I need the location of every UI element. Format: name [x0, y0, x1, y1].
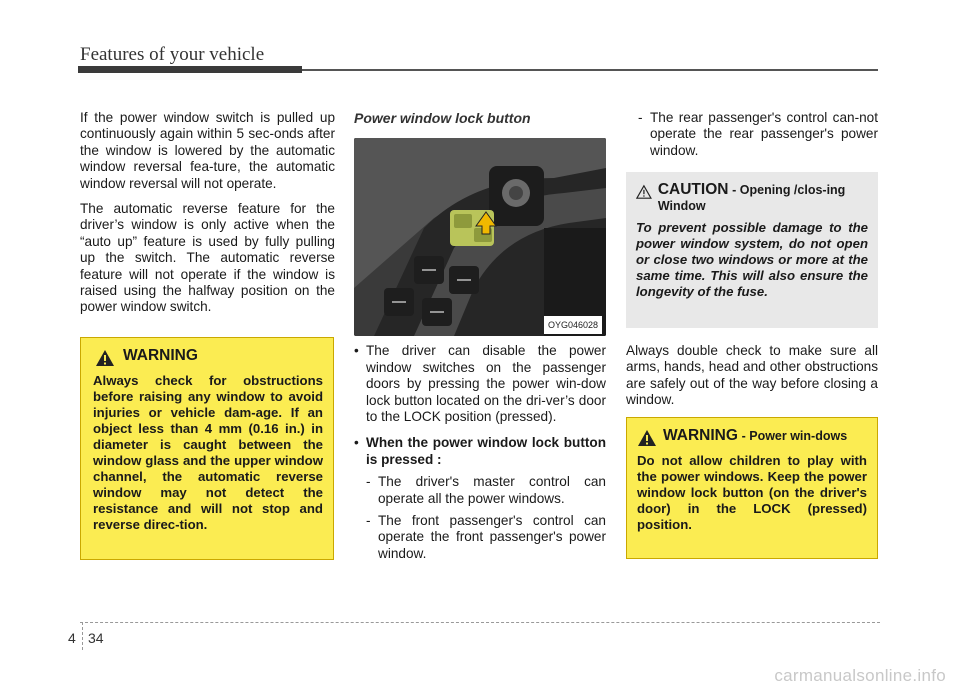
column-right: [626, 110, 878, 159]
warning-icon: [637, 429, 657, 447]
chapter-number: 4: [68, 630, 76, 646]
column-middle: [354, 110, 606, 562]
footer-divider: [82, 622, 83, 650]
bullet-text: The driver can disable the power window switches on the passenger doors by pressing the power win-dow lock button located on the dri-ver’s door to the LOCK position (pressed).: [366, 343, 606, 425]
bullet-dot: •: [354, 435, 359, 451]
page-number: 34: [88, 630, 104, 646]
dash-text: The front passenger's control can operate the front passenger's power window.: [378, 513, 606, 561]
dash-item: - The front passenger's control can operate the front passenger's power window.: [366, 513, 606, 561]
paragraph: The automatic reverse feature for the driver’s window is only active when the “auto up” feature is used by fully pulling up the switch. The automatic reverse feature will not operate if the window is raised using the halfway position on the power window switch.: [80, 201, 335, 315]
warning-header: [93, 348, 323, 367]
door-switch-photo: [354, 138, 606, 336]
paragraph: Always double check to make sure all arms, hands, head and other obstructions are safely out of the way before closing a window.: [626, 343, 878, 408]
column-right-paragraph: [626, 343, 878, 418]
bullet-dot: •: [354, 343, 359, 359]
section-subheading: Power window lock button: [354, 110, 531, 126]
warning-title: WARNING: [663, 427, 738, 444]
header-bar: [78, 66, 302, 73]
caution-header: [636, 182, 868, 214]
column-left: [80, 110, 335, 325]
caution-box: [626, 172, 878, 328]
warning-box: [80, 337, 334, 560]
warning-body: Always check for obstructions before raising any window to avoid injuries or vehicle dam-age. If an object less than 4 mm (0.16 in.) in diameter is caught between the window glass and the upper window channel, the automatic reverse window may not detect the resistance and will not stop and reverse direc-tion.: [93, 373, 323, 532]
warning-title-group: [663, 428, 847, 444]
header-rule: [302, 69, 878, 71]
warning-subtitle: - Power win-dows: [741, 429, 848, 443]
bullet-item: [354, 343, 606, 425]
dash-text: The rear passenger's control can-not operate the rear passenger's power window.: [650, 110, 878, 158]
dash-text: The driver's master control can operate all the power windows.: [378, 474, 606, 506]
warning-body: Do not allow children to play with the power windows. Keep the power window lock button (on the driver's door) in the LOCK (pressed) position.: [637, 453, 867, 532]
image-code: OYG046028: [544, 316, 602, 334]
page-header-title: Features of your vehicle: [80, 44, 265, 65]
watermark: carmanualsonline.info: [774, 666, 946, 685]
footer-rule: [80, 622, 880, 623]
warning-header: [637, 428, 867, 447]
bullet-text: When the power window lock button is pressed :: [366, 435, 606, 467]
caution-body: To prevent possible damage to the power window system, do not open or close two windows or more at the same time. This will also ensure the longevity of the fuse.: [636, 220, 868, 299]
dash-item: - The rear passenger's control can-not operate the rear passenger's power window.: [638, 110, 878, 158]
dash-item: - The driver's master control can operate all the power windows.: [366, 474, 606, 506]
warning-title: WARNING: [123, 347, 198, 364]
caution-title: CAUTION: [657, 181, 729, 198]
caution-icon: [636, 184, 652, 200]
warning-box: [626, 417, 878, 559]
door-switch-illustration: [354, 138, 606, 336]
caution-subtitle: - Opening /clos-ing Window: [657, 183, 846, 213]
warning-icon: [95, 349, 115, 367]
caution-title-group: [658, 182, 868, 214]
paragraph: If the power window switch is pulled up continuously again within 5 sec-onds after the window is lowered by the automatic window reversal fea-ture, the automatic window reversal will not operate.: [80, 110, 335, 191]
bullet-item: [354, 435, 606, 468]
